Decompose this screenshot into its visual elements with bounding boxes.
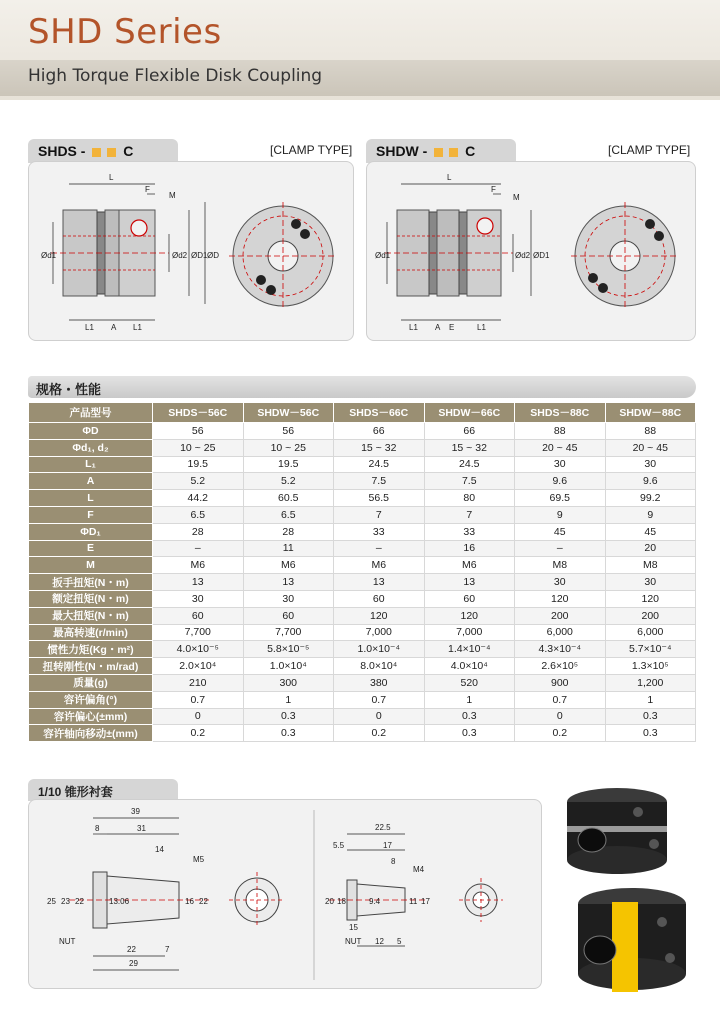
spec-cell: 13: [153, 574, 244, 591]
spec-cell: 120: [515, 590, 606, 607]
spec-cell: 6,000: [605, 624, 696, 641]
spec-row-label: ΦD: [29, 423, 153, 440]
spec-row-label: 容许偏角(°): [29, 691, 153, 708]
spec-cell: 1.0×10⁴: [243, 658, 334, 675]
spec-header-model: SHDS－66C: [334, 403, 425, 423]
table-row: [29, 691, 696, 708]
spec-header-row: [29, 403, 696, 423]
taper-dim-22c: 22: [127, 945, 136, 954]
spec-row-label: Φd₁, d₂: [29, 439, 153, 456]
spec-cell: 66: [334, 423, 425, 440]
shdw-dim-big-d1: ØD1: [533, 251, 550, 260]
spec-row-label: 额定扭矩(N・m): [29, 590, 153, 607]
spec-cell: 15 ~ 32: [424, 439, 515, 456]
shdw-dim-e: E: [449, 323, 455, 332]
spec-table: [28, 402, 696, 742]
shds-dim-l: L: [109, 173, 114, 182]
shds-dim-big-d1: ØD1: [191, 251, 208, 260]
spec-cell: 0.3: [243, 725, 334, 742]
yellow-coupling-photo: [578, 888, 686, 992]
taper-right-side-view: [325, 823, 430, 946]
placeholder-square-icon: [449, 148, 458, 157]
table-row: [29, 456, 696, 473]
spec-cell: 0.3: [243, 708, 334, 725]
spec-cell: 33: [334, 523, 425, 540]
spec-cell: 520: [424, 674, 515, 691]
spec-header-model: SHDW－66C: [424, 403, 515, 423]
spec-cell: 13: [424, 574, 515, 591]
spec-cell: 6,000: [515, 624, 606, 641]
spec-cell: 7,700: [153, 624, 244, 641]
taper-dim-8r: 8: [391, 857, 396, 866]
spec-cell: 16: [424, 540, 515, 557]
shdw-technical-drawing: [367, 162, 697, 342]
table-row: [29, 423, 696, 440]
spec-cell: 1,200: [605, 674, 696, 691]
taper-dim-22a: 22: [75, 897, 84, 906]
table-row: [29, 506, 696, 523]
spec-cell: 1.3×10⁵: [605, 658, 696, 675]
shds-dim-f: F: [145, 185, 150, 194]
spec-cell: 1.0×10⁻⁴: [334, 641, 425, 658]
taper-left-front-view: [229, 872, 285, 928]
spec-cell: 88: [515, 423, 606, 440]
spec-cell: 0.2: [515, 725, 606, 742]
spec-cell: 60.5: [243, 490, 334, 507]
spec-cell: 9: [515, 506, 606, 523]
shdw-model-tab: [366, 139, 516, 163]
spec-cell: 60: [243, 607, 334, 624]
spec-row-label: 容许偏心(±mm): [29, 708, 153, 725]
placeholder-square-icon: [107, 148, 116, 157]
taper-dim-31: 31: [137, 824, 146, 833]
shds-dim-big-d: ØD: [207, 251, 219, 260]
spec-row-label: 扭转刚性(N・m/rad): [29, 658, 153, 675]
spec-cell: 6.5: [243, 506, 334, 523]
spec-cell: 45: [605, 523, 696, 540]
spec-cell: 0.3: [605, 708, 696, 725]
spec-row-label: F: [29, 506, 153, 523]
taper-bushing-title: 1/10 锥形衬套: [28, 779, 178, 801]
table-row: [29, 590, 696, 607]
taper-dim-22b: 22: [199, 897, 208, 906]
taper-dim-17b: 17: [421, 897, 430, 906]
spec-cell: 60: [153, 607, 244, 624]
spec-row-label: ΦD₁: [29, 523, 153, 540]
spec-row-label: M: [29, 557, 153, 574]
taper-dim-11: 11: [409, 897, 418, 906]
spec-row-label: L: [29, 490, 153, 507]
spec-cell: 24.5: [424, 456, 515, 473]
spec-row-label: 容许轴向移动±(mm): [29, 725, 153, 742]
taper-dim-225: 22.5: [375, 823, 391, 832]
shds-dim-l1-b: L1: [133, 323, 142, 332]
spec-cell: 120: [424, 607, 515, 624]
spec-cell: 7,000: [334, 624, 425, 641]
spec-row-label: 最大扭矩(N・m): [29, 607, 153, 624]
placeholder-square-icon: [434, 148, 443, 157]
shds-model-prefix: SHDS -: [38, 143, 86, 159]
spec-cell: 30: [243, 590, 334, 607]
spec-cell: 5.8×10⁻⁵: [243, 641, 334, 658]
table-row: [29, 490, 696, 507]
table-row: [29, 574, 696, 591]
spec-cell: 7,000: [424, 624, 515, 641]
spec-cell: 0: [334, 708, 425, 725]
spec-cell: M6: [334, 557, 425, 574]
taper-dim-15: 15: [349, 923, 358, 932]
spec-cell: 13: [334, 574, 425, 591]
spec-cell: 120: [605, 590, 696, 607]
coupling-product-photos: [552, 782, 702, 1002]
page-title: SHD Series: [28, 12, 222, 52]
spec-header-label: 产品型号: [29, 403, 153, 423]
table-row: [29, 439, 696, 456]
spec-cell: 30: [153, 590, 244, 607]
shds-side-view: [41, 173, 219, 332]
taper-drawing-panel: [28, 799, 542, 989]
spec-cell: 20 ~ 45: [515, 439, 606, 456]
spec-cell: 56: [153, 423, 244, 440]
spec-cell: M8: [605, 557, 696, 574]
spec-cell: 5.2: [243, 473, 334, 490]
spec-cell: 8.0×10⁴: [334, 658, 425, 675]
table-row: [29, 674, 696, 691]
taper-dim-m5: M5: [193, 855, 205, 864]
taper-dim-94: 9.4: [369, 897, 381, 906]
spec-cell: –: [515, 540, 606, 557]
placeholder-square-icon: [92, 148, 101, 157]
shds-model-tab: [28, 139, 178, 163]
spec-cell: 10 ~ 25: [153, 439, 244, 456]
shdw-dim-d2: Ød2: [515, 251, 531, 260]
spec-row-label: 惯性力矩(Kg・m²): [29, 641, 153, 658]
spec-cell: 20 ~ 45: [605, 439, 696, 456]
spec-cell: 28: [243, 523, 334, 540]
spec-cell: 7: [334, 506, 425, 523]
spec-row-label: 质量(g): [29, 674, 153, 691]
spec-cell: 2.6×10⁵: [515, 658, 606, 675]
spec-cell: 30: [605, 574, 696, 591]
spec-cell: 10 ~ 25: [243, 439, 334, 456]
taper-dim-m4: M4: [413, 865, 425, 874]
shdw-dim-l1-a: L1: [409, 323, 418, 332]
shds-dim-m: M: [169, 191, 176, 200]
spec-cell: 380: [334, 674, 425, 691]
shds-drawing-panel: [28, 161, 354, 341]
taper-dim-23: 23: [61, 897, 70, 906]
spec-cell: 9: [605, 506, 696, 523]
spec-cell: 0: [515, 708, 606, 725]
spec-row-label: 最高转速(r/min): [29, 624, 153, 641]
spec-cell: 19.5: [243, 456, 334, 473]
spec-cell: 15 ~ 32: [334, 439, 425, 456]
table-row: [29, 624, 696, 641]
taper-dim-20: 20: [325, 897, 334, 906]
shdw-dim-l1-b: L1: [477, 323, 486, 332]
spec-cell: M8: [515, 557, 606, 574]
spec-cell: 9.6: [515, 473, 606, 490]
taper-left-side-view: [47, 807, 209, 970]
spec-cell: M6: [153, 557, 244, 574]
spec-cell: 0.7: [515, 691, 606, 708]
spec-cell: –: [334, 540, 425, 557]
spec-cell: 200: [515, 607, 606, 624]
black-coupling-photo: [567, 788, 667, 874]
taper-dim-18: 18: [337, 897, 346, 906]
shdw-dim-d1: Ød1: [375, 251, 391, 260]
spec-cell: 4.3×10⁻⁴: [515, 641, 606, 658]
spec-cell: 0.3: [424, 725, 515, 742]
table-row: [29, 658, 696, 675]
spec-row-label: L₁: [29, 456, 153, 473]
table-row: [29, 473, 696, 490]
spec-cell: 66: [424, 423, 515, 440]
shds-dim-d1: Ød1: [41, 251, 57, 260]
spec-cell: M6: [424, 557, 515, 574]
spec-cell: 4.0×10⁴: [424, 658, 515, 675]
spec-cell: 0.3: [605, 725, 696, 742]
taper-dim-17a: 17: [383, 841, 392, 850]
shdw-dim-a: A: [435, 323, 441, 332]
spec-cell: 0: [153, 708, 244, 725]
taper-nut-label: NUT: [59, 937, 76, 946]
shdw-drawing-panel: [366, 161, 696, 341]
table-row: [29, 708, 696, 725]
spec-cell: 2.0×10⁴: [153, 658, 244, 675]
spec-cell: 28: [153, 523, 244, 540]
taper-nut-label-right: NUT: [345, 937, 362, 946]
spec-cell: 120: [334, 607, 425, 624]
spec-cell: 33: [424, 523, 515, 540]
shds-model-suffix: C: [123, 143, 134, 159]
spec-cell: 24.5: [334, 456, 425, 473]
spec-cell: 7,700: [243, 624, 334, 641]
shds-front-view: [229, 202, 337, 310]
spec-cell: 88: [605, 423, 696, 440]
taper-dim-14: 14: [155, 845, 164, 854]
spec-cell: 69.5: [515, 490, 606, 507]
spec-row-label: A: [29, 473, 153, 490]
spec-cell: 300: [243, 674, 334, 691]
spec-cell: –: [153, 540, 244, 557]
taper-dim-8: 8: [95, 824, 100, 833]
spec-cell: 11: [243, 540, 334, 557]
shds-dim-l1-a: L1: [85, 323, 94, 332]
shdw-dim-f: F: [491, 185, 496, 194]
taper-dim-16: 16: [185, 897, 194, 906]
spec-cell: 30: [515, 574, 606, 591]
shds-clamp-type-label: [CLAMP TYPE]: [270, 143, 353, 157]
spec-cell: 6.5: [153, 506, 244, 523]
shdw-front-view: [571, 202, 679, 310]
page-subtitle: High Torque Flexible Disk Coupling: [28, 66, 323, 86]
shdw-dim-m: M: [513, 193, 520, 202]
shds-technical-drawing: [29, 162, 355, 342]
spec-row-label: E: [29, 540, 153, 557]
taper-dim-55: 5.5: [333, 841, 345, 850]
spec-row-label: 扳手扭矩(N・m): [29, 574, 153, 591]
spec-cell: 7.5: [424, 473, 515, 490]
spec-cell: 60: [424, 590, 515, 607]
table-row: [29, 641, 696, 658]
shdw-clamp-type-label: [CLAMP TYPE]: [608, 143, 691, 157]
taper-dim-1306: 13.06: [109, 897, 130, 906]
shdw-dim-l: L: [447, 173, 452, 182]
spec-cell: M6: [243, 557, 334, 574]
spec-cell: 210: [153, 674, 244, 691]
spec-cell: 9.6: [605, 473, 696, 490]
spec-cell: 44.2: [153, 490, 244, 507]
spec-cell: 60: [334, 590, 425, 607]
spec-cell: 1: [424, 691, 515, 708]
table-row: [29, 607, 696, 624]
spec-cell: 1: [243, 691, 334, 708]
spec-cell: 56: [243, 423, 334, 440]
spec-cell: 5.2: [153, 473, 244, 490]
taper-dim-12: 12: [375, 937, 384, 946]
spec-cell: 19.5: [153, 456, 244, 473]
spec-cell: 900: [515, 674, 606, 691]
spec-cell: 1: [605, 691, 696, 708]
spec-cell: 200: [605, 607, 696, 624]
spec-cell: 13: [243, 574, 334, 591]
spec-cell: 1.4×10⁻⁴: [424, 641, 515, 658]
spec-section-title: 规格・性能: [28, 376, 696, 398]
spec-cell: 0.2: [153, 725, 244, 742]
spec-cell: 0.3: [424, 708, 515, 725]
spec-cell: 0.2: [334, 725, 425, 742]
spec-cell: 7.5: [334, 473, 425, 490]
spec-cell: 20: [605, 540, 696, 557]
taper-dim-25: 25: [47, 897, 56, 906]
spec-header-model: SHDS－88C: [515, 403, 606, 423]
spec-cell: 99.2: [605, 490, 696, 507]
table-row: [29, 540, 696, 557]
spec-cell: 56.5: [334, 490, 425, 507]
shds-dim-d2: Ød2: [172, 251, 188, 260]
taper-dim-7: 7: [165, 945, 170, 954]
spec-cell: 45: [515, 523, 606, 540]
spec-cell: 7: [424, 506, 515, 523]
spec-cell: 80: [424, 490, 515, 507]
taper-dim-5: 5: [397, 937, 402, 946]
taper-dim-39: 39: [131, 807, 140, 816]
spec-header-model: SHDS－56C: [153, 403, 244, 423]
table-row: [29, 557, 696, 574]
spec-header-model: SHDW－88C: [605, 403, 696, 423]
spec-cell: 4.0×10⁻⁵: [153, 641, 244, 658]
header-banner: [0, 0, 720, 100]
spec-cell: 30: [605, 456, 696, 473]
shdw-model-suffix: C: [465, 143, 476, 159]
table-row: [29, 523, 696, 540]
table-row: [29, 725, 696, 742]
spec-cell: 0.7: [334, 691, 425, 708]
taper-dim-29: 29: [129, 959, 138, 968]
shdw-side-view: [375, 173, 550, 332]
spec-cell: 0.7: [153, 691, 244, 708]
taper-technical-drawing: [29, 800, 543, 990]
spec-cell: 30: [515, 456, 606, 473]
shdw-model-prefix: SHDW -: [376, 143, 428, 159]
shds-dim-a: A: [111, 323, 117, 332]
spec-header-model: SHDW－56C: [243, 403, 334, 423]
spec-cell: 5.7×10⁻⁴: [605, 641, 696, 658]
taper-right-front-view: [459, 878, 503, 922]
